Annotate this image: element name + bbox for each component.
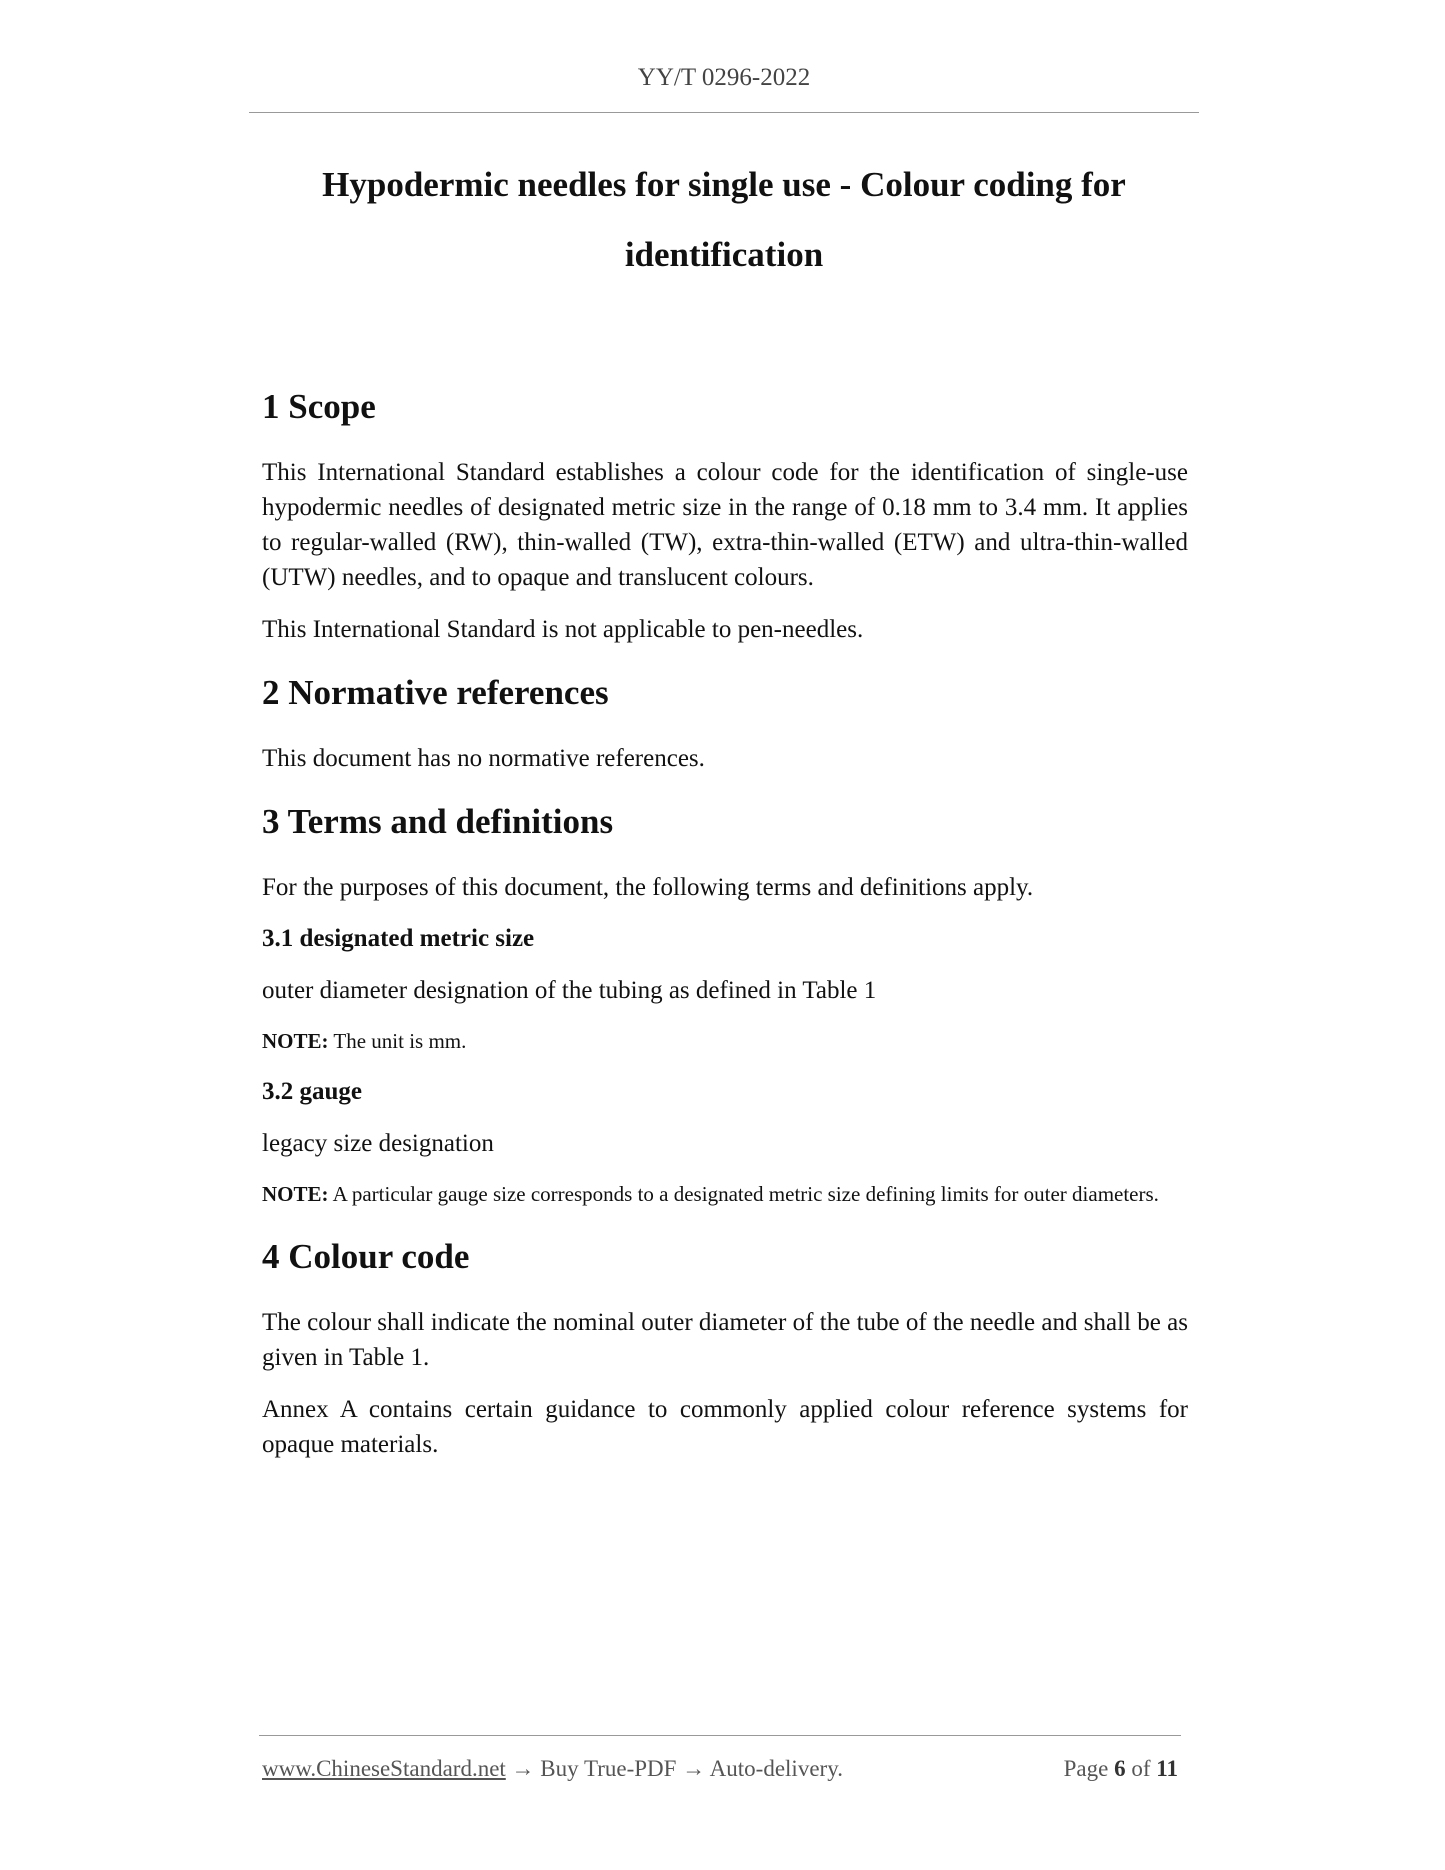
document-title [249, 150, 1199, 290]
page-current: 6 [1114, 1756, 1126, 1781]
colour-paragraph-2: Annex A contains certain guidance to commonly applied colour reference systems for opaque materials. [262, 1396, 1188, 1458]
auto-delivery-text: Auto-delivery. [709, 1756, 843, 1781]
note-text: The unit is mm. [333, 1029, 467, 1053]
term-2-note [262, 1177, 1188, 1211]
footer-divider [259, 1735, 1181, 1736]
term-1-definition: outer diameter designation of the tubing as defined in Table 1 [262, 977, 877, 1004]
note-label: NOTE: [262, 1029, 329, 1053]
heading-scope: 1 Scope [262, 387, 376, 426]
term-gauge: 3.2 gauge [262, 1078, 362, 1105]
terms-intro: For the purposes of this document, the following terms and definitions apply. [262, 874, 1034, 901]
scope-paragraph-1: This International Standard establishes a colour code for the identification of single-use hypodermic needles of designated metric size in the range of 0.18 mm to 3.4 mm. It applies to regular-walled (RW), thin-walled (TW), extra-thin-walled (ETW) and ultra-thin-walled (UTW) needles, and to opaque and translucent colours. [262, 459, 1188, 591]
term-designated-metric-size: 3.1 designated metric size [262, 925, 535, 952]
note-label: NOTE: [262, 1182, 329, 1206]
header-divider [249, 112, 1199, 113]
scope-paragraph-2: This International Standard is not applicable to pen-needles. [262, 616, 864, 643]
page-of: of [1131, 1756, 1151, 1781]
heading-colour-code: 4 Colour code [262, 1237, 470, 1276]
website-link[interactable]: www.ChineseStandard.net [262, 1756, 506, 1781]
title-line-1: Hypodermic needles for single use - Colour coding for [322, 165, 1126, 204]
arrow-right-icon: → [682, 1756, 706, 1781]
note-text: A particular gauge size corresponds to a designated metric size defining limits for outer diameters. [332, 1182, 1159, 1206]
document-code: YY/T 0296-2022 [637, 64, 811, 91]
heading-terms-definitions: 3 Terms and definitions [262, 802, 614, 841]
term-2-definition: legacy size designation [262, 1130, 494, 1157]
page-footer [262, 1752, 1178, 1786]
buy-pdf-text: Buy True-PDF [540, 1756, 677, 1781]
arrow-right-icon: → [511, 1756, 535, 1781]
page-label: Page [1063, 1756, 1109, 1781]
document-body [262, 385, 1188, 1462]
term-1-note [262, 1024, 1188, 1058]
colour-paragraph-1: The colour shall indicate the nominal outer diameter of the tube of the needle and shall be as given in Table 1. [262, 1309, 1188, 1371]
title-line-2: identification [624, 235, 824, 274]
heading-normative-references: 2 Normative references [262, 673, 609, 712]
normative-paragraph: This document has no normative references. [262, 745, 705, 772]
page-total: 11 [1156, 1756, 1178, 1781]
page-indicator [1064, 1752, 1178, 1786]
